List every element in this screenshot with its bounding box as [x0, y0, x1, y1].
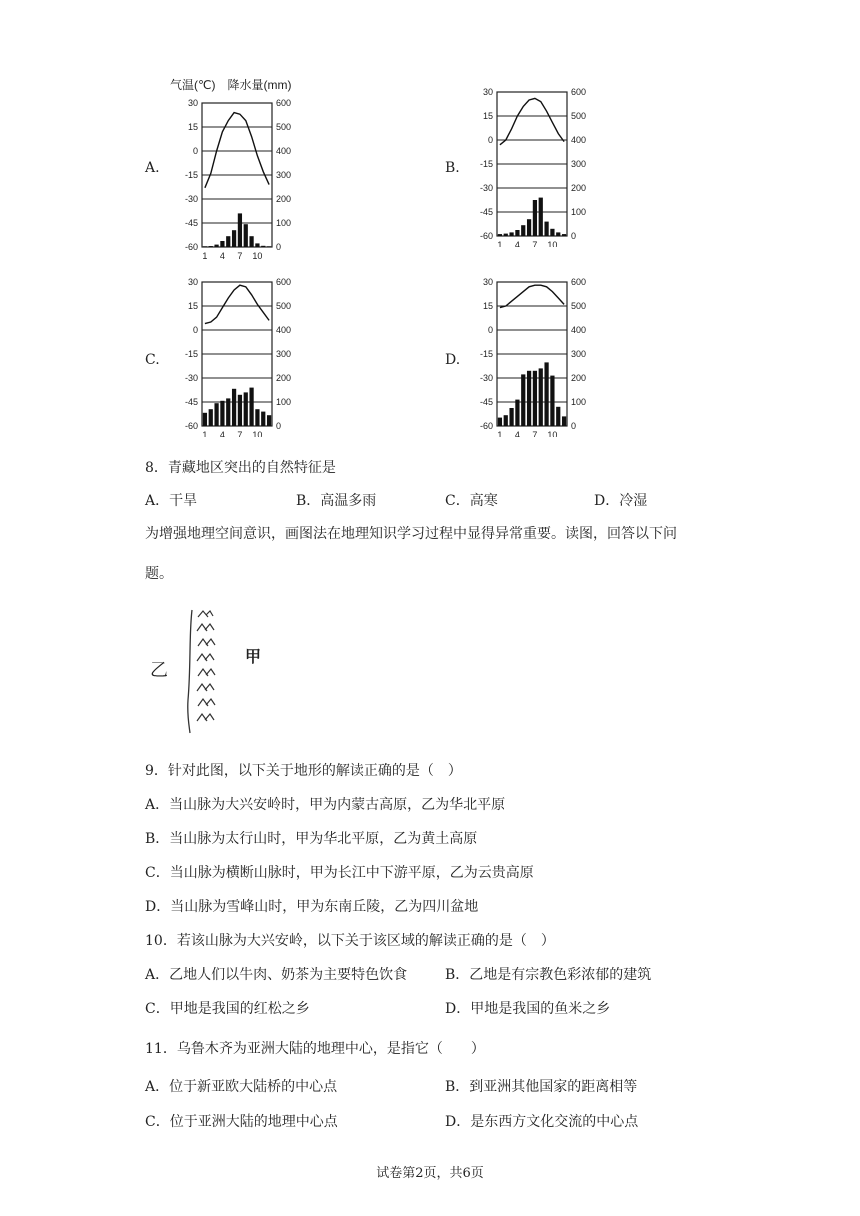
chart-header: 气温(℃) 降水量(mm)	[170, 78, 292, 92]
precip-bar	[232, 389, 236, 426]
option-b-letter: B.	[445, 160, 460, 176]
precip-bar	[238, 395, 242, 426]
precip-tick-label: 0	[276, 242, 282, 252]
temp-tick-label: -15	[184, 170, 198, 180]
temp-tick-label: 0	[192, 146, 198, 156]
q11-option-a: A．位于新亚欧大陆桥的中心点	[145, 1079, 338, 1095]
month-tick-label: 7	[237, 251, 243, 260]
temp-tick-label: -30	[479, 373, 493, 383]
temp-tick-label: -45	[479, 397, 493, 407]
temp-tick-label: -30	[184, 194, 198, 204]
precip-bar	[203, 413, 207, 426]
precip-bar	[220, 401, 224, 426]
precip-bar	[521, 374, 525, 426]
precip-bar	[267, 246, 271, 247]
q9-option-b: B．当山脉为太行山时，甲为华北平原，乙为黄土高原	[145, 831, 478, 847]
q9-stem: 9．针对此图，以下关于地形的解读正确的是（ ）	[145, 763, 462, 779]
precip-bar	[209, 246, 213, 247]
precip-bar	[203, 246, 207, 247]
precip-tick-label: 400	[571, 135, 587, 145]
precip-tick-label: 400	[571, 325, 587, 335]
precip-bar	[562, 234, 566, 236]
precip-bar	[267, 415, 271, 426]
temp-tick-label: -45	[184, 397, 198, 407]
q10-option-d: D．甲地是我国的鱼米之乡	[445, 1001, 611, 1017]
temp-tick-label: 0	[192, 325, 198, 335]
precip-bar	[550, 376, 554, 426]
q8-stem: 8．青藏地区突出的自然特征是	[145, 460, 336, 476]
temperature-curve	[500, 98, 564, 144]
sketch-label-jia: 甲	[245, 647, 262, 666]
precip-bar	[255, 243, 259, 247]
q10-stem: 10．若该山脉为大兴安岭，以下关于该区域的解读正确的是（ ）	[145, 933, 555, 949]
precip-tick-label: 300	[276, 349, 292, 359]
precip-bar	[556, 407, 560, 426]
month-tick-label: 4	[514, 430, 520, 437]
precip-tick-label: 0	[276, 421, 282, 431]
temp-tick-label: -15	[184, 349, 198, 359]
temp-tick-label: -15	[479, 349, 493, 359]
precip-bar	[226, 236, 230, 247]
precip-bar	[562, 416, 566, 426]
temp-tick-label: -30	[479, 183, 493, 193]
precip-bar	[220, 241, 224, 247]
precip-tick-label: 600	[571, 277, 587, 287]
q10-option-b: B．乙地是有宗教色彩浓郁的建筑	[445, 967, 652, 983]
precip-tick-label: 0	[571, 231, 577, 241]
precip-bar	[261, 412, 265, 426]
precip-bar	[544, 222, 548, 236]
temp-tick-label: -60	[479, 421, 493, 431]
precip-tick-label: 600	[276, 277, 292, 287]
temp-tick-label: -60	[184, 421, 198, 431]
option-c-letter: C.	[145, 352, 160, 368]
precip-bar	[539, 198, 543, 236]
precip-bar	[504, 415, 508, 426]
temp-tick-label: -30	[184, 373, 198, 383]
precip-bar	[533, 371, 537, 426]
temp-tick-label: 0	[487, 325, 493, 335]
temp-tick-label: 15	[482, 301, 493, 311]
precip-bar	[504, 234, 508, 236]
precip-bar	[498, 418, 502, 426]
q11-option-d: D．是东西方文化交流的中心点	[445, 1114, 639, 1130]
month-tick-label: 1	[497, 430, 503, 437]
mountain-range-drawing	[180, 605, 230, 735]
month-tick-label: 1	[497, 240, 503, 247]
precip-tick-label: 400	[276, 146, 292, 156]
q8-option-b: B．高温多雨	[296, 493, 377, 509]
month-tick-label: 7	[237, 430, 243, 437]
temp-tick-label: -45	[184, 218, 198, 228]
temperature-curve	[500, 285, 564, 307]
precip-bar	[556, 232, 560, 236]
precip-bar	[521, 225, 525, 236]
q8-option-c: C．高寒	[445, 493, 498, 509]
month-tick-label: 1	[202, 251, 208, 260]
q8-option-a: A．干旱	[145, 493, 198, 509]
climate-chart-b-svg	[465, 82, 615, 247]
precip-tick-label: 200	[276, 373, 292, 383]
precip-tick-label: 200	[276, 194, 292, 204]
month-tick-label: 10	[547, 240, 558, 247]
precip-bar	[515, 400, 519, 426]
precip-bar	[244, 392, 248, 426]
climate-chart-d-svg	[465, 272, 615, 437]
precip-tick-label: 500	[276, 301, 292, 311]
q10-option-a: A．乙地人们以牛肉、奶茶为主要特色饮食	[145, 967, 408, 983]
precip-tick-label: 300	[571, 159, 587, 169]
precip-tick-label: 200	[571, 373, 587, 383]
precip-tick-label: 600	[571, 87, 587, 97]
q9-option-a: A．当山脉为大兴安岭时，甲为内蒙古高原，乙为华北平原	[145, 797, 506, 813]
precip-tick-label: 600	[276, 98, 292, 108]
climate-chart-c-svg	[170, 272, 320, 437]
month-tick-label: 7	[532, 430, 538, 437]
month-tick-label: 4	[514, 240, 520, 247]
precip-tick-label: 500	[571, 111, 587, 121]
temp-tick-label: 15	[187, 122, 198, 132]
month-tick-label: 10	[252, 251, 263, 260]
precip-bar	[244, 224, 248, 247]
precip-tick-label: 200	[571, 183, 587, 193]
precip-bar	[533, 200, 537, 236]
temp-tick-label: -15	[479, 159, 493, 169]
precip-bar	[261, 246, 265, 247]
temp-tick-label: -60	[479, 231, 493, 241]
precip-bar	[550, 229, 554, 236]
month-tick-label: 4	[219, 430, 225, 437]
q9-option-d: D．当山脉为雪峰山时，甲为东南丘陵，乙为四川盆地	[145, 899, 479, 915]
precip-bar	[544, 362, 548, 426]
option-a-letter: A.	[145, 160, 160, 176]
temperature-curve	[205, 285, 269, 323]
q9-option-c: C．当山脉为横断山脉时，甲为长江中下游平原，乙为云贵高原	[145, 865, 534, 881]
temp-tick-label: 30	[482, 87, 493, 97]
temp-tick-label: -60	[184, 242, 198, 252]
precip-bar	[509, 232, 513, 236]
precip-tick-label: 400	[276, 325, 292, 335]
month-tick-label: 10	[252, 430, 263, 437]
precip-bar	[249, 236, 253, 247]
q10-option-c: C．甲地是我国的红松之乡	[145, 1001, 310, 1017]
precip-bar	[255, 409, 259, 426]
temp-tick-label: 15	[187, 301, 198, 311]
precip-bar	[214, 403, 218, 426]
climate-chart-a-svg	[170, 75, 320, 260]
temp-tick-label: 30	[187, 98, 198, 108]
temp-tick-label: 30	[482, 277, 493, 287]
month-tick-label: 1	[202, 430, 208, 437]
precip-bar	[527, 371, 531, 426]
sketch-label-yi: 乙	[150, 660, 168, 681]
precip-tick-label: 100	[276, 397, 292, 407]
temp-tick-label: -45	[479, 207, 493, 217]
precip-bar	[498, 234, 502, 236]
temp-tick-label: 15	[482, 111, 493, 121]
precip-bar	[539, 368, 543, 426]
precip-bar	[238, 213, 242, 247]
precip-bar	[515, 230, 519, 236]
temp-tick-label: 0	[487, 135, 493, 145]
precip-tick-label: 300	[276, 170, 292, 180]
precip-bar	[232, 230, 236, 247]
month-tick-label: 10	[547, 430, 558, 437]
precip-bar	[509, 408, 513, 426]
precip-tick-label: 100	[571, 207, 587, 217]
precip-tick-label: 300	[571, 349, 587, 359]
temperature-curve	[205, 113, 269, 188]
option-d-letter: D.	[445, 352, 461, 368]
precip-tick-label: 100	[276, 218, 292, 228]
precip-bar	[226, 398, 230, 426]
month-tick-label: 4	[219, 251, 225, 260]
precip-bar	[214, 245, 218, 247]
month-tick-label: 7	[532, 240, 538, 247]
page-footer: 试卷第2页，共6页	[376, 1166, 484, 1181]
precip-bar	[527, 219, 531, 236]
q11-stem: 11．乌鲁木齐为亚洲大陆的地理中心，是指它（ ）	[145, 1041, 485, 1057]
q11-option-c: C．位于亚洲大陆的地理中心点	[145, 1114, 338, 1130]
precip-bar	[249, 388, 253, 426]
temp-tick-label: 30	[187, 277, 198, 287]
q11-option-b: B．到亚洲其他国家的距离相等	[445, 1079, 638, 1095]
precip-bar	[209, 409, 213, 426]
precip-tick-label: 100	[571, 397, 587, 407]
precip-tick-label: 500	[276, 122, 292, 132]
precip-tick-label: 0	[571, 421, 577, 431]
intro-line-1: 为增强地理空间意识，画图法在地理知识学习过程中显得异常重要。读图，回答以下问	[145, 526, 677, 542]
precip-tick-label: 500	[571, 301, 587, 311]
intro-line-2: 题。	[145, 566, 173, 582]
q8-option-d: D．冷湿	[594, 493, 648, 509]
